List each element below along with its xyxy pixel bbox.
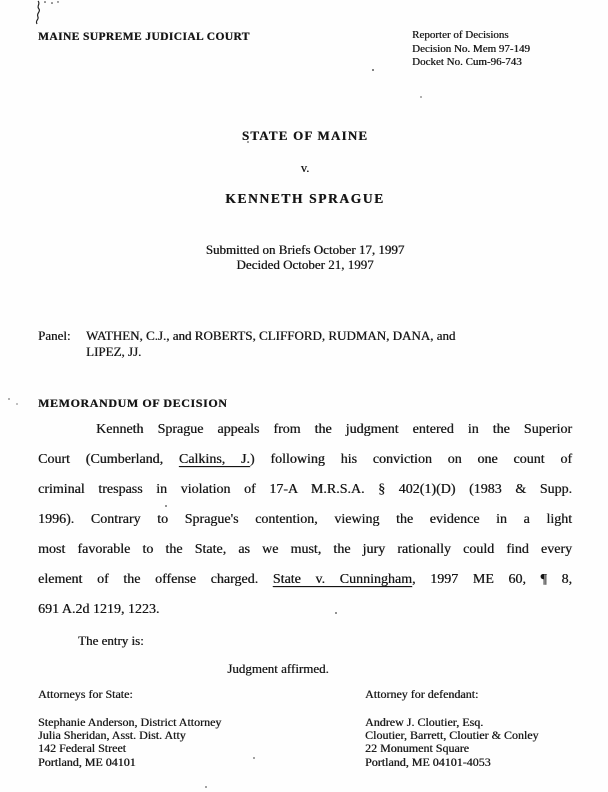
body-text: Court (Cumberland, — [38, 452, 179, 467]
reporter-line: Reporter of Decisions — [412, 29, 509, 41]
pen-mark-icon — [28, 0, 62, 34]
body-line — [38, 595, 572, 625]
submitted-date: Submitted on Briefs October 17, 1997 — [205, 242, 405, 257]
body-text: , 1997 ME 60, ¶ 8, — [411, 572, 573, 587]
counsel-line: Portland, ME 04101-4053 — [365, 754, 491, 769]
body-line — [38, 535, 572, 565]
body-line — [38, 475, 572, 505]
panel-justices — [86, 328, 455, 359]
defendant-name: KENNETH SPRAGUE — [225, 191, 385, 206]
body-text: Kenneth Sprague appeals from the judgment entered in the Superior — [96, 422, 572, 437]
counsel-line: Julia Sheridan, Asst. Dist. Atty — [38, 728, 186, 743]
court-name: MAINE SUPREME JUDICIAL COURT — [38, 31, 250, 43]
panel-label: Panel: — [38, 328, 71, 343]
counsel-line: Andrew J. Cloutier, Esq. — [365, 715, 484, 729]
body-text: element of the offense charged. — [38, 572, 273, 587]
counsel-line: 22 Monument Square — [365, 741, 469, 756]
versus-label: v. — [300, 161, 310, 175]
body-text: criminal trespass in violation of 17-A M.R.S.A. § 402(1)(D) (1983 & Supp. — [38, 482, 572, 497]
panel-block — [38, 328, 558, 359]
panel-line: WATHEN, C.J., and ROBERTS, CLIFFORD, RUDMAN, DANA, and — [86, 328, 456, 343]
entry-label: The entry is: — [78, 633, 144, 648]
underlined-citation: State v. Cunningham — [272, 572, 412, 587]
body-line — [38, 445, 572, 475]
docket-number: Docket No. Cum-96-743 — [412, 56, 522, 68]
counsel-line: Stephanie Anderson, District Attorney — [38, 715, 222, 729]
decision-number: Decision No. Mem 97-149 — [412, 42, 530, 55]
reporter-block — [412, 29, 530, 70]
body-text: ) following his conviction on one count of — [249, 452, 572, 467]
memorandum-heading: MEMORANDUM OF DECISION — [38, 396, 228, 410]
panel-line: LIPEZ, JJ. — [86, 343, 142, 359]
dates-block — [38, 243, 572, 272]
memorandum-body — [38, 415, 572, 625]
state-counsel-heading: Attorneys for State: — [38, 687, 133, 701]
plaintiff-name: STATE OF MAINE — [241, 128, 369, 143]
scan-dot — [420, 96, 422, 98]
defendant-counsel-block — [365, 716, 539, 769]
counsel-line: Portland, ME 04101 — [38, 754, 136, 769]
scan-dot — [205, 786, 207, 788]
entry-text: Judgment affirmed. — [227, 661, 329, 676]
body-line — [38, 565, 572, 595]
scan-dot — [16, 403, 18, 405]
body-text: 1996). Contrary to Sprague's contention, viewing the evidence in a light — [38, 512, 572, 527]
scan-dot — [8, 398, 10, 400]
underlined-citation: Calkins, J. — [178, 452, 250, 467]
case-caption — [38, 128, 572, 207]
counsel-line: 142 Federal Street — [38, 741, 126, 756]
body-text: 691 A.2d 1219, 1223. — [38, 602, 160, 617]
body-line — [38, 505, 572, 535]
defendant-counsel-heading: Attorney for defendant: — [365, 687, 479, 701]
body-line — [38, 415, 572, 445]
counsel-line: Cloutier, Barrett, Cloutier & Conley — [365, 728, 539, 743]
scan-dot — [253, 757, 255, 759]
decided-date: Decided October 21, 1997 — [236, 256, 374, 272]
state-counsel-block — [38, 716, 221, 769]
body-text: most favorable to the State, as we must, the jury rationally could find every — [38, 542, 572, 557]
scan-dot — [372, 69, 374, 71]
